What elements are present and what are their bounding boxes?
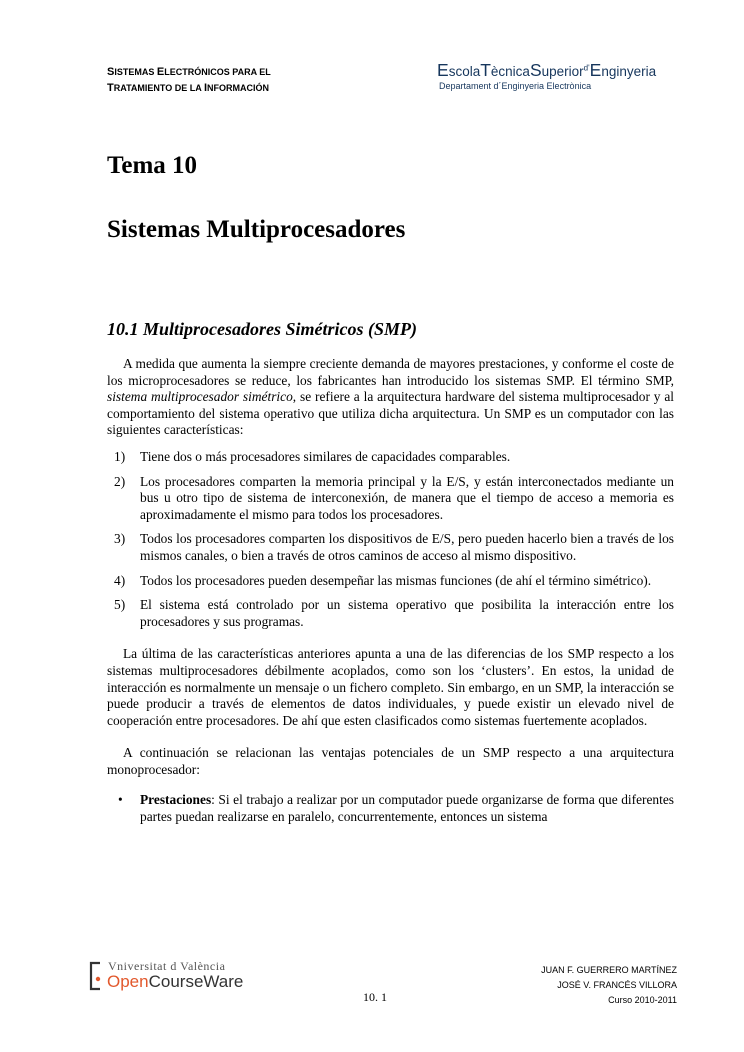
intro-text-2: , se refiere a la arquitectura hardware del sistema multiprocesador y al comportamiento del sistema operativo que utiliza dicha arquitectura. Un SMP es un computador con las siguientes características: [107,389,674,438]
document-body [107,356,674,826]
ocw-open: Open [107,972,149,991]
list-item-number: 2) [114,473,126,489]
list-item-number: 4) [114,572,126,588]
list-item-text [140,792,674,825]
etse-word-tecnica: Tècnica [480,60,530,80]
etse-logo [437,60,677,91]
ocw-wordmark [107,972,243,992]
etse-word-enginyeria: Enginyeria [589,60,657,80]
chapter-title: Sistemas Multiprocesadores [107,216,406,243]
course-word-tratamiento: TRATAMIENTO [107,82,173,94]
etse-word-escola: Escola [437,60,481,80]
author-1: JUAN F. GUERRERO MARTÍNEZ [541,965,677,975]
intro-text-1: A medida que aumenta la siempre creciente demanda de mayores prestaciones, y conforme el coste de los microprocesadores se reduce, los fabricantes han introducido los sistemas SMP. El término SMP, [107,356,674,388]
list-item-text: Todos los procesadores pueden desempeñar las mismas funciones (de ahí el término simétrico). [140,572,652,588]
section-title: 10.1 Multiprocesadores Simétricos (SMP) [107,319,418,339]
list-item [107,597,674,630]
list-item-text: Los procesadores comparten la memoria principal y la E/S, y están interconectados mediante un bus u otro tipo de sistema de interconexión, de manera que el tiempo de acceso a memoria es aproximadamente el mismo para todos los procesadores. [140,473,674,522]
list-item-number: 5) [114,597,126,613]
intro-italic-term: sistema multiprocesador simétrico [107,389,293,405]
etse-word-superior: Superior [529,60,584,80]
characteristics-list [107,449,674,630]
header-course-name [107,64,271,96]
paragraph-advantages-intro: A continuación se relacionan las ventajas potenciales de un SMP respecto a una arquitectura monoprocesador: [107,745,674,777]
list-item-text: Todos los procesadores comparten los dispositivos de E/S, pero pueden hacerlo bien a través de los mismos canales, o bien a través de otros caminos de acceso al mismo dispositivo. [140,531,674,563]
footer-authors [440,963,677,1008]
intro-paragraph [107,356,674,439]
footer-ocw-logo [88,958,258,994]
header-course-line1 [107,64,271,80]
advantages-list [107,792,674,825]
opencourseware-bracket-icon [88,961,102,991]
course-word-sistemas: SISTEMAS [107,66,155,78]
course-word-electronicos: ELECTRÓNICOS [156,66,230,78]
bullet-icon: • [118,792,123,808]
etse-logo-title [437,60,677,81]
etse-department: Departament d´Enginyeria Electrònica [439,81,592,91]
course-word-de-la: DE LA [174,83,202,93]
chapter-number: Tema 10 [107,152,198,179]
list-item-text: Tiene dos o más procesadores similares de capacidades comparables. [140,448,511,464]
list-item-number: 3) [114,531,126,547]
ocw-rest: CourseWare [148,972,244,991]
course-word-informacion: INFORMACIÓN [203,82,270,94]
list-item-text: El sistema está controlado por un sistema operativo que posibilita la interacción entre los procesadores y sus programas. [140,597,674,629]
bullet-label: Prestaciones [140,792,212,808]
list-item-number: 1) [114,448,126,464]
course-year: Curso 2010-2011 [608,995,677,1005]
bullet-text: : Si el trabajo a realizar por un computador puede organizarse de forma que diferentes partes puedan realizarse en paralelo, concurrentemente, entonces un sistema [140,792,674,825]
course-word-para-el: PARA EL [232,67,271,77]
etse-word-d: d' [583,63,590,73]
page-number: 10. 1 [363,990,387,1004]
list-item [107,531,674,564]
list-item [107,449,674,466]
list-item [107,474,674,524]
paragraph-differences: La última de las características anteriores apunta a una de las diferencias de los SMP respecto a los sistemas multiprocesadores débilmente acoplados, como son los ‘clusters’. En estos, la unidad de interacción es normalmente un mensaje o un fichero completo. Sin embargo, en un SMP, la interacción se puede producir a través de elementos de datos individuales, y puede existir un elevado nivel de cooperación entre procesadores. De ahí que esten clasificados como sistemas fuertemente acoplados. [107,646,674,728]
list-item [107,573,674,590]
list-item [107,792,674,825]
header-course-line2 [107,80,271,96]
author-2: JOSÉ V. FRANCÉS VILLORA [557,980,677,990]
university-name: Vniversitat d València [108,959,226,973]
